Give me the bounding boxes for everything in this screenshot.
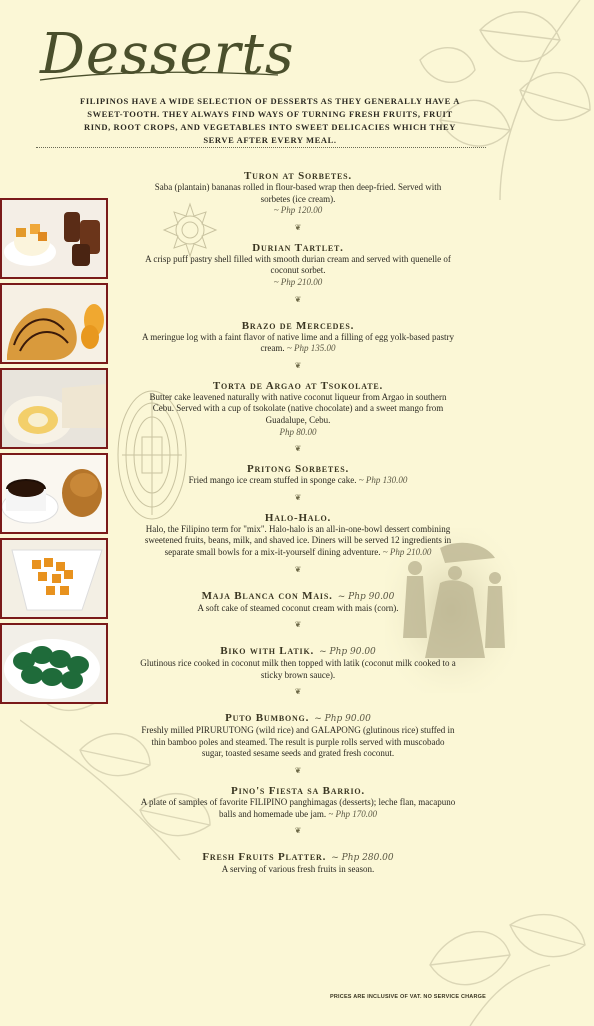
item-name: Halo-Halo.: [264, 511, 332, 524]
separator-ornament: ❦: [294, 564, 302, 574]
photo-kutsinta: [0, 623, 108, 704]
separator-ornament: ❦: [294, 766, 302, 776]
item-price: ~ Php 210.00: [382, 546, 432, 557]
price-footnote: PRICES ARE INCLUSIVE OF VAT. NO SERVICE CHARGE: [330, 994, 486, 1000]
item-name: Pritong Sorbetes.: [246, 463, 350, 476]
separator-ornament: ❦: [294, 826, 302, 836]
separator-ornament: ❦: [294, 360, 302, 370]
intro-text: FILIPINOS HAVE A WIDE SELECTION OF DESSERTS AS THEY GENERALLY HAVE A SWEET-TOOTH. THEY ALWAYS FIND WAYS OF TURNING FRESH FRUITS, FRUIT RIND, ROOT CROPS, AND VEGETABLES INTO SWEET DELICACIES WHICH THEY SERVE AFTER EVERY MEAL.: [80, 96, 460, 145]
title-swash-decoration: [40, 66, 280, 86]
item-desc-text: Butter cake leavened naturally with native coconut liqueur from Argao in southern Cebu. Served with a cup of tsokolate (native chocolate) and a sweet mango from Guadalupe, Cebu.: [149, 391, 447, 425]
photo-halo-halo: [0, 538, 108, 619]
item-name: Pino's Fiesta sa Barrio.: [231, 785, 365, 798]
item-name: Torta de Argao at Tsokolate.: [212, 379, 384, 392]
item-name: Maja Blanca con Mais.: [201, 589, 333, 602]
item-description: [140, 475, 456, 487]
menu-item: [140, 845, 456, 876]
item-description: A soft cake of steamed coconut cream with mais (corn).: [197, 602, 399, 613]
item-name: Turon at Sorbetes.: [244, 170, 352, 182]
menu-item: [140, 639, 456, 681]
item-name: Fresh Fruits Platter.: [202, 851, 327, 864]
item-price: ~ Php 90.00: [314, 714, 371, 725]
item-heading: [140, 584, 456, 603]
item-price: ~ Php 170.00: [328, 808, 378, 819]
item-name: Brazo de Mercedes.: [241, 319, 355, 332]
item-price: ~ Php 90.00: [319, 647, 376, 658]
dessert-list: [140, 170, 456, 880]
photo-strip: [0, 198, 108, 708]
separator-ornament: ❦: [294, 222, 302, 232]
item-description: Glutinous rice cooked in coconut milk then topped with latik (coconut milk cooked to a sticky brown sauce).: [140, 658, 456, 680]
item-name: Puto Bumbong.: [225, 712, 310, 725]
item-price: ~ Php 90.00: [337, 591, 395, 602]
photo-durian-tartlet: [0, 283, 108, 364]
separator-ornament: ❦: [294, 294, 302, 304]
item-description: [140, 254, 456, 289]
item-desc-text: A crisp puff pastry shell filled with smooth durian cream and served with quenelle of coconut sorbet.: [145, 253, 451, 276]
item-price: ~ Php 135.00: [286, 343, 336, 354]
item-price: ~ Php 280.00: [331, 853, 394, 864]
menu-item: [140, 463, 456, 487]
item-heading: [140, 845, 456, 864]
item-description: [140, 182, 456, 217]
item-price: ~ Php 210.00: [273, 276, 323, 287]
menu-item: [140, 242, 456, 289]
separator-ornament: ❦: [294, 687, 302, 697]
page-title: Desserts: [40, 22, 295, 87]
menu-item: [140, 584, 456, 615]
menu-item: [140, 320, 456, 355]
item-desc-text: Saba (plantain) bananas rolled in flour-based wrap then deep-fried. Served with sorbetes (ice cream).: [154, 182, 442, 204]
item-description: [140, 524, 456, 559]
item-description: [140, 392, 456, 438]
menu-item: [140, 170, 456, 217]
menu-item: [140, 512, 456, 559]
item-price: Php 80.00: [279, 426, 317, 437]
item-description: A serving of various fresh fruits in season.: [221, 864, 375, 875]
item-description: [140, 797, 456, 820]
leaf-illustration-bottom-right: [410, 905, 594, 1026]
item-desc-text: Fried mango ice cream stuffed in sponge cake.: [188, 475, 357, 486]
item-name: Biko with Latik.: [220, 645, 315, 658]
item-heading: [140, 639, 456, 658]
menu-item: [140, 380, 456, 438]
item-desc-text: A meringue log with a faint flavor of native lime and a filling of egg yolk-based pastry cream.: [142, 331, 454, 354]
photo-brazo-de-mercedes: [0, 368, 108, 449]
item-description: [140, 332, 456, 355]
photo-torta-tsokolate: [0, 453, 108, 534]
item-price: ~ Php 130.00: [358, 475, 408, 486]
menu-item: [140, 785, 456, 820]
item-name: Durian Tartlet.: [252, 241, 344, 254]
item-desc-text: Halo, the Filipino term for "mix". Halo-halo is an all-in-one-bowl dessert combining sweetened fruits, beans, milk, and shaved ice. Diners will be served 12 ingredients in separate small bowls for a mix-it-yourself dining adventure.: [144, 523, 452, 557]
item-desc-text: A plate of samples of favorite FILIPINO panghimagas (desserts); leche flan, macapuno balls and homemade ube jam.: [140, 797, 456, 819]
divider-dotted: [36, 147, 486, 148]
item-description: Freshly milled PIRURUTONG (wild rice) and GALAPONG (glutinous rice) stuffed in thin bamboo poles and steamed. The result is purple rolls served with muscobado sugar, toasted sesame seeds and grated fresh coconut.: [141, 725, 455, 759]
item-heading: [140, 706, 456, 725]
separator-ornament: ❦: [294, 444, 302, 454]
item-price: ~ Php 120.00: [273, 205, 323, 216]
separator-ornament: ❦: [294, 620, 302, 630]
menu-item: [140, 706, 456, 760]
separator-ornament: ❦: [294, 492, 302, 502]
photo-turon-sorbetes: [0, 198, 108, 279]
